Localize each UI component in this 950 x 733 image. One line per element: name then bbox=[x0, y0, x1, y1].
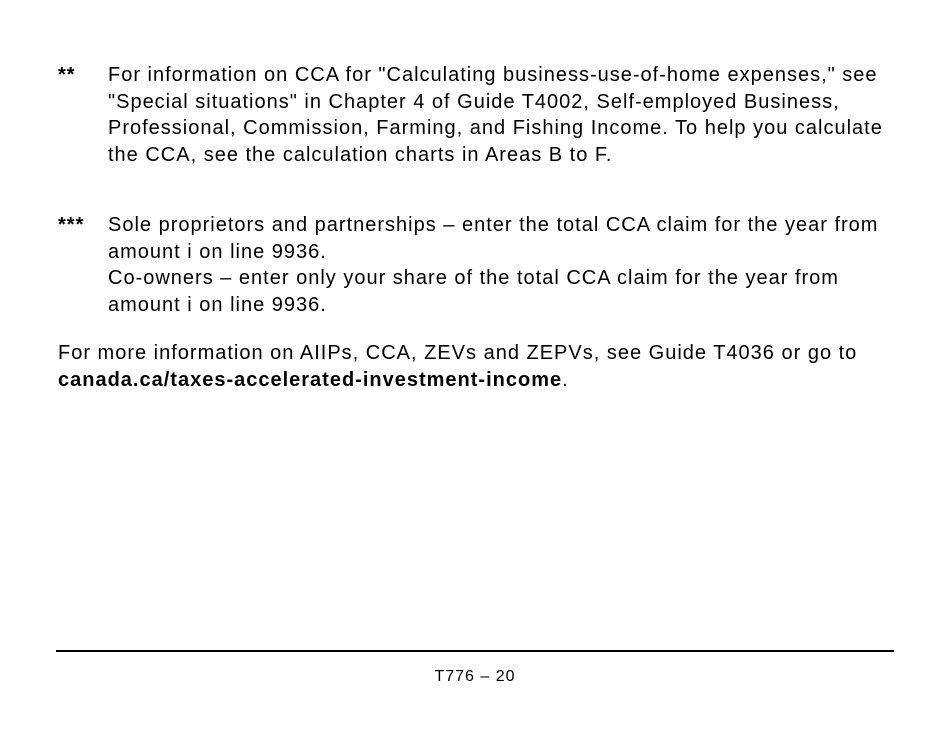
footer-divider bbox=[56, 650, 894, 652]
footnote-triple-asterisk bbox=[58, 212, 898, 318]
footnote-text-co-owners: Co-owners – enter only your share of the total CCA claim for the year from amount i on line 9936. bbox=[108, 267, 839, 316]
more-info-text: For more information on AIIPs, CCA, ZEVs and ZEPVs, see Guide T4036 or go to bbox=[58, 342, 858, 364]
more-information-paragraph bbox=[58, 340, 918, 393]
footnote-marker: *** bbox=[58, 214, 85, 236]
page-number: T776 – 20 bbox=[434, 668, 516, 685]
footnote-double-asterisk bbox=[58, 62, 898, 168]
footnote-marker: ** bbox=[58, 64, 76, 86]
footnote-text-sole-proprietors: Sole proprietors and partnerships – enter the total CCA claim for the year from amount i on line 9936. bbox=[108, 214, 879, 263]
more-info-end: . bbox=[562, 368, 569, 391]
footnote-text: For information on CCA for "Calculating business-use-of-home expenses," see "Special situations" in Chapter 4 of Guide T4002, Self-employed Business, Professional, Commission, Farming, and Fishing Income. To help you calculate the CCA, see the calculation charts in Areas B to F. bbox=[108, 64, 883, 166]
canada-ca-link[interactable]: canada.ca/taxes-accelerated-investment-income bbox=[58, 368, 563, 391]
